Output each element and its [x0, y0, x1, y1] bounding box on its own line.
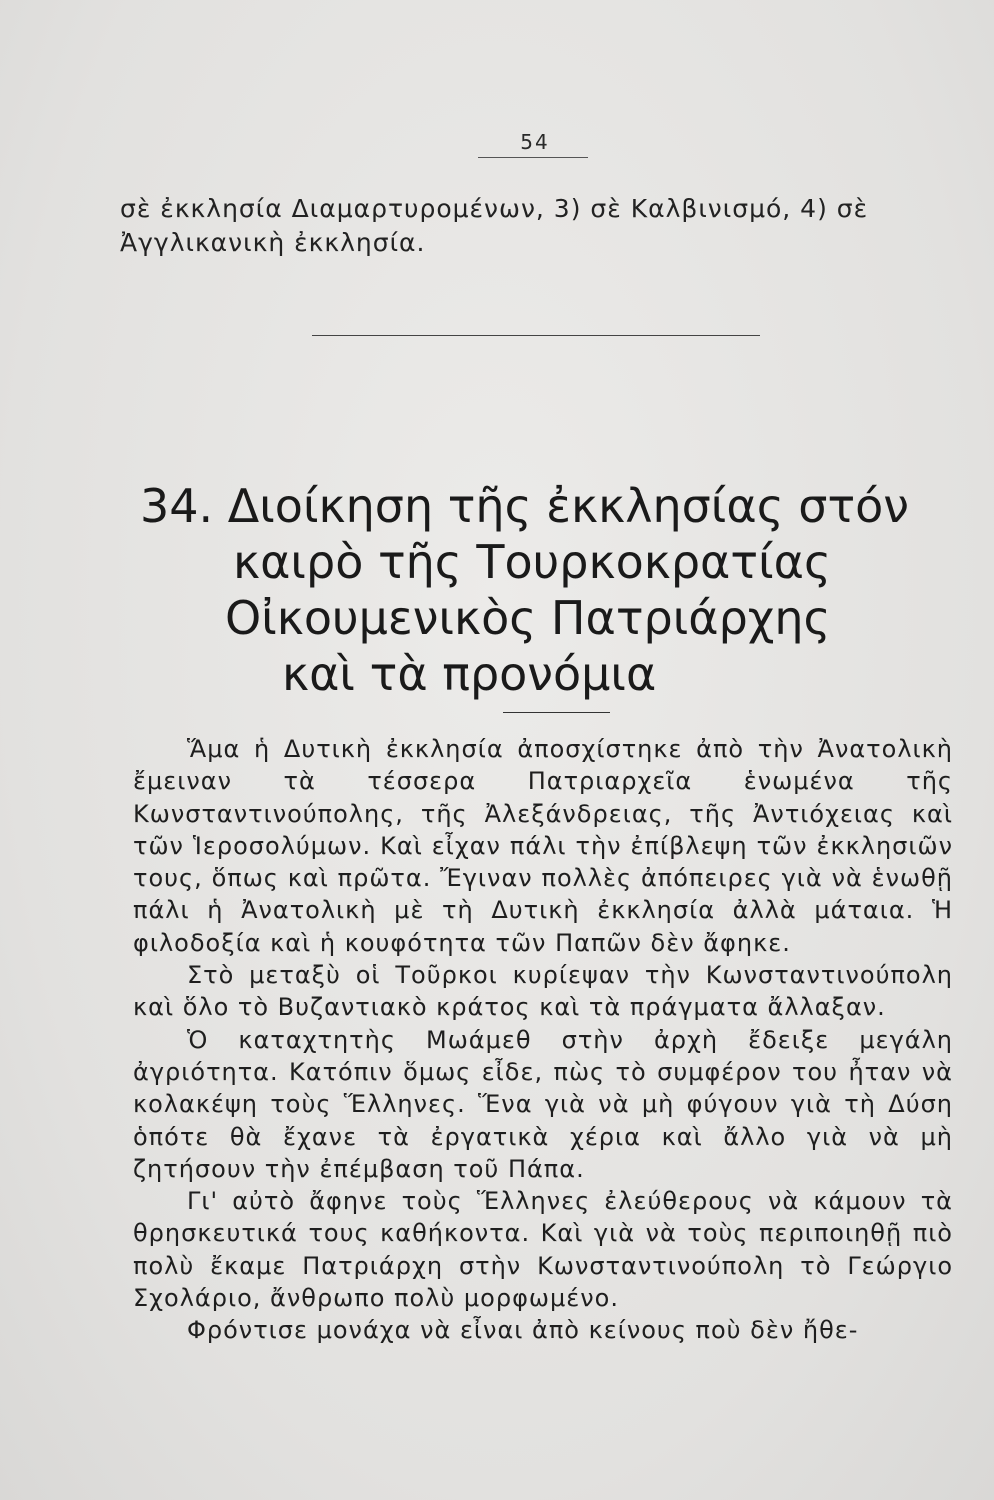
section-body [133, 733, 953, 1347]
body-paragraph-4: Γι' αὐτὸ ἄφηνε τοὺς Ἕλληνες ἐλεύθερους νὰ κάμουν τὰ θρησκευτικά τους καθήκοντα. Καὶ γιὰ νὰ τοὺς περιποιηθῇ πιὸ πολὺ ἔκαμε Πατριάρχη στὴν Κωνσταντινούπολη τὸ Γεώργιο Σχολάριο, ἄνθρωπο πολὺ μορφωμένο. [133, 1187, 953, 1313]
intro-text: σὲ ἐκκλησία Διαμαρτυρομένων, 3) σὲ Καλβινισμό, 4) σὲ Ἀγγλικανικὴ ἐκκλησία. [120, 194, 869, 257]
page-number: 54 [520, 130, 550, 154]
section-divider [312, 335, 760, 336]
body-paragraph-1: Ἅμα ἡ Δυτικὴ ἐκκλησία ἀποσχίστηκε ἀπὸ τὴν Ἀνατολικὴ ἔμειναν τὰ τέσσερα Πατριαρχεῖα ἑνωμένα τῆς Κωνσταντινούπολης, τῆς Ἀλεξάνδρειας, τῆς Ἀντιόχειας καὶ τῶν Ἱεροσολύμων. Καὶ εἶχαν πάλι τὴν ἐπίβλεψη τῶν ἐκκλησιῶν τους, ὅπως καὶ πρῶτα. Ἔγιναν πολλὲς ἀπόπειρες γιὰ νὰ ἑνωθῇ πάλι ἡ Ἀνατολικὴ μὲ τὴ Δυτικὴ ἐκκλησία ἀλλὰ μάταια. Ἡ φιλοδοξία καὶ ἡ κουφότητα τῶν Παπῶν δὲν ἄφηκε. [133, 735, 953, 957]
body-paragraph-3: Ὁ καταχτητὴς Μωάμεθ στὴν ἀρχὴ ἔδειξε μεγάλη ἀγριότητα. Κατόπιν ὅμως εἶδε, πὼς τὸ συμφέρον του ἦταν νὰ κολακέψη τοὺς Ἕλληνες. Ἕνα γιὰ νὰ μὴ φύγουν γιὰ τὴ Δύση ὁπότε θὰ ἔχανε τὰ ἐργατικὰ χέρια καὶ ἄλλο γιὰ νὰ μὴ ζητήσουν τὴν ἐπέμβαση τοῦ Πάπα. [133, 1025, 953, 1183]
intro-paragraph [120, 192, 950, 260]
body-paragraph-2: Στὸ μεταξὺ οἱ Τοῦρκοι κυρίεψαν τὴν Κωνσταντινούπολη καὶ ὅλο τὸ Βυζαντιακὸ κράτος καὶ τὰ πράγματα ἄλλαξαν. [133, 961, 953, 1022]
page-number-rule [478, 157, 588, 158]
body-paragraph-5: Φρόντισε μονάχα νὰ εἶναι ἀπὸ κείνους ποὺ δὲν ἤθε- [187, 1316, 859, 1345]
section-title [120, 478, 950, 702]
section-title-line-2: καιρὸ τῆς Τουρκοκρατίας [233, 535, 831, 589]
section-title-line-3: Οἰκουμενικὸς Πατριάρχης [225, 591, 831, 645]
section-title-line-1: 34. Διοίκηση τῆς ἐκκλησίας στόν [140, 479, 909, 533]
title-underline [503, 712, 610, 713]
section-title-line-4: καὶ τὰ προνόμια [282, 647, 657, 701]
